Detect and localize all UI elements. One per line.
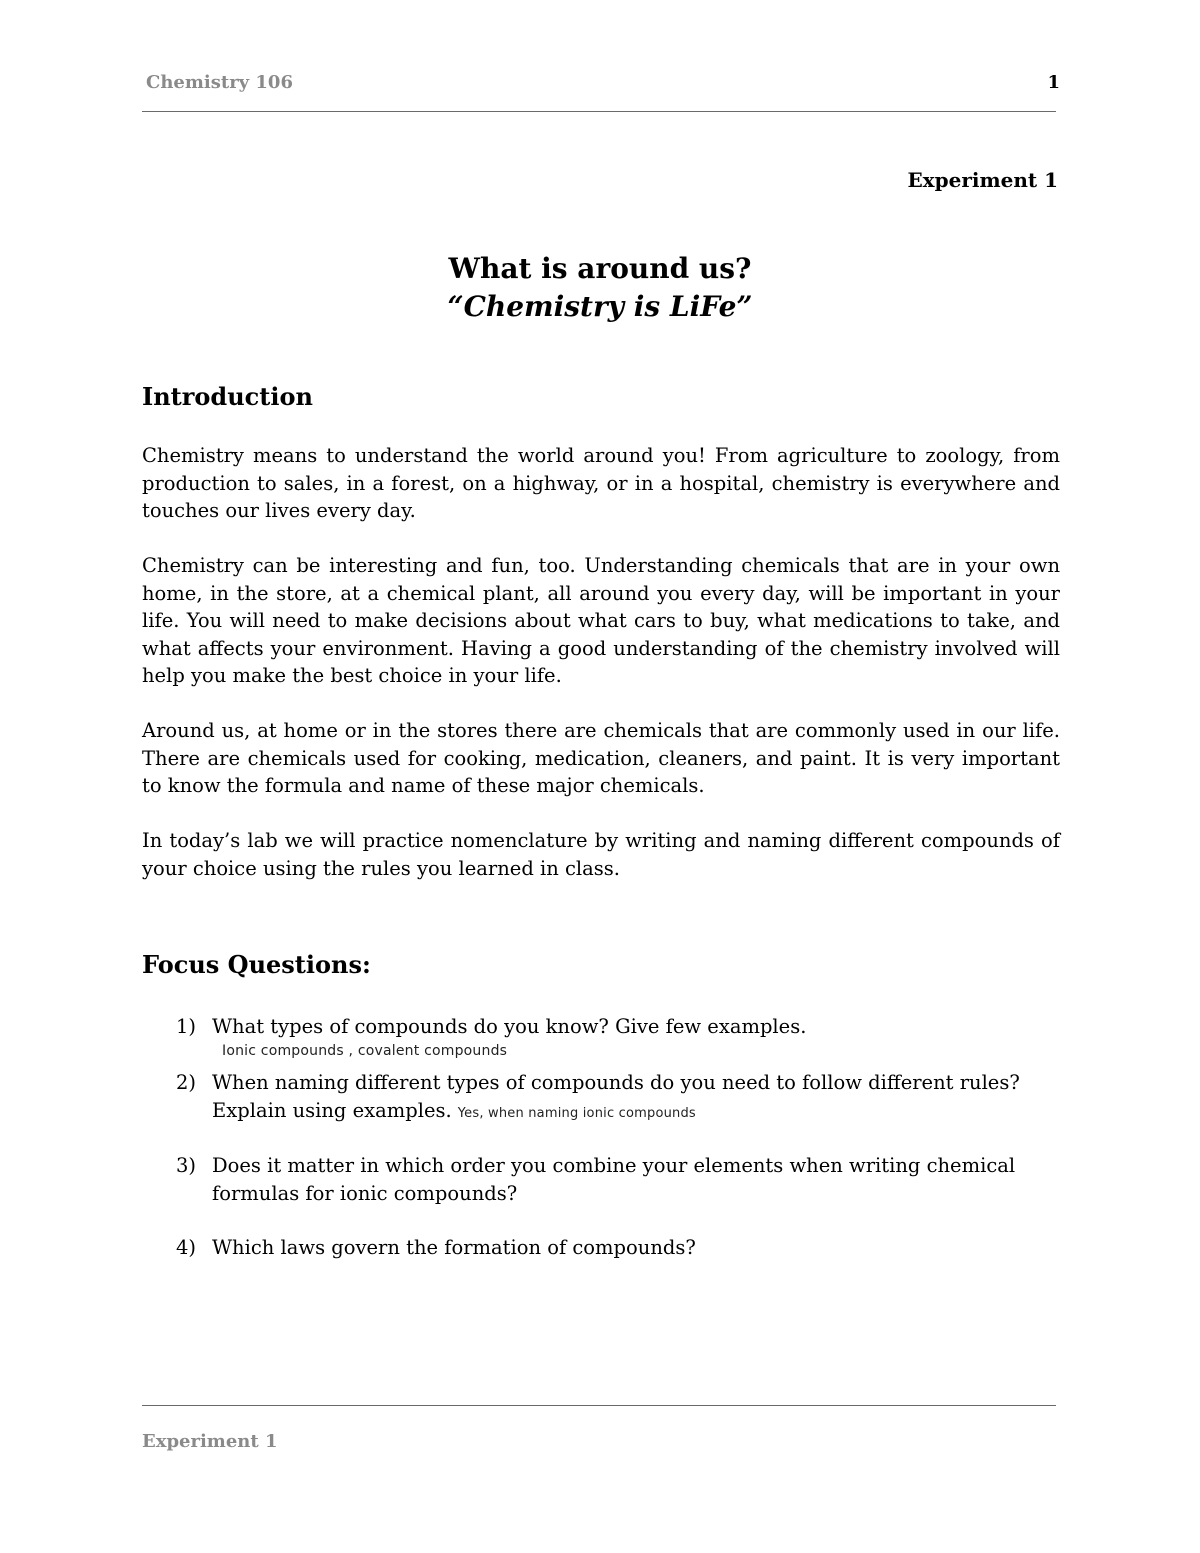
question-number: 2) <box>176 1071 197 1094</box>
question-text: Which laws govern the formation of compounds? <box>212 1236 696 1259</box>
page-footer: Experiment 1 <box>142 1431 278 1452</box>
intro-paragraph-3: Around us, at home or in the stores there are chemicals that are commonly used in our life. There are chemicals used for cooking, medication, cleaners, and paint. It is very important to know the formula and name of these major chemicals. <box>142 719 1060 797</box>
focus-questions-heading: Focus Questions: <box>142 950 371 979</box>
question-number: 1) <box>176 1015 197 1038</box>
question-text-wrapper <box>212 1069 1060 1127</box>
question-text: Does it matter in which order you combine your elements when writing chemical formulas for ionic compounds? <box>212 1154 1016 1205</box>
page-title: What is around us? <box>448 252 752 285</box>
experiment-label: Experiment 1 <box>907 168 1058 192</box>
handwritten-answer-2: Yes, when naming ionic compounds <box>457 1105 696 1121</box>
handwritten-answer-1: Ionic compounds , covalent compounds <box>222 1043 508 1059</box>
page-header <box>142 70 1060 100</box>
question-text: What types of compounds do you know? Give few examples. <box>212 1015 807 1038</box>
page-number: 1 <box>1047 72 1060 93</box>
question-number: 3) <box>176 1154 197 1177</box>
intro-paragraph-4: In today’s lab we will practice nomenclature by writing and naming different compounds of your choice using the rules you learned in class. <box>142 829 1060 880</box>
course-title: Chemistry 106 <box>146 72 293 93</box>
question-text: When naming different types of compounds do you need to follow different rules? Explain using examples. <box>212 1071 1020 1122</box>
header-divider <box>142 111 1056 112</box>
question-number: 4) <box>176 1236 197 1259</box>
footer-divider <box>142 1405 1056 1406</box>
intro-paragraph-1: Chemistry means to understand the world around you! From agriculture to zoology, from production to sales, in a forest, on a highway, or in a hospital, chemistry is everywhere and touches our lives every day. <box>142 444 1060 522</box>
page-subtitle: “Chemistry is LiFe” <box>447 290 753 323</box>
introduction-heading: Introduction <box>142 382 313 411</box>
intro-paragraph-2: Chemistry can be interesting and fun, too. Understanding chemicals that are in your own home, in the store, at a chemical plant, all around you every day, will be important in your life. You will need to make decisions about what cars to buy, what medications to take, and what affects your environment. Having a good understanding of the chemistry involved will help you make the best choice in your life. <box>142 554 1060 687</box>
